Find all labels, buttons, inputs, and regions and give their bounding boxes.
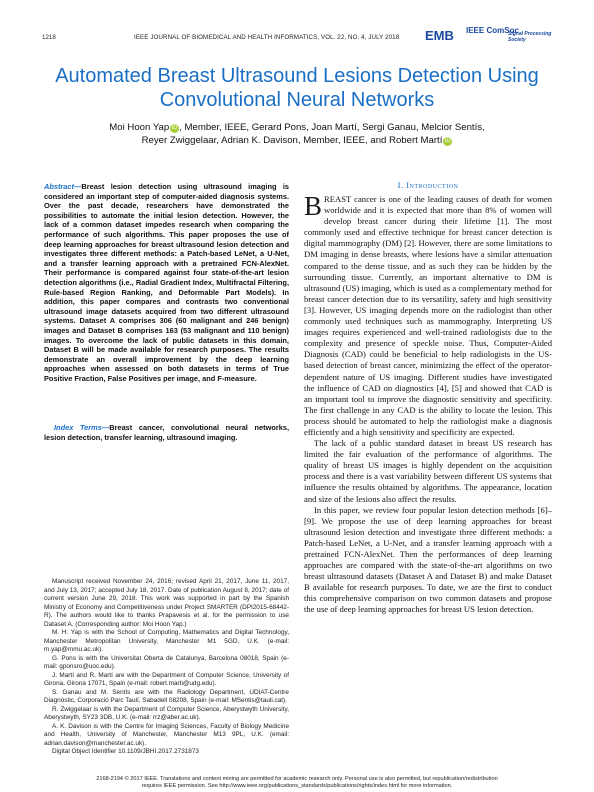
journal-title: IEEE JOURNAL OF BIOMEDICAL AND HEALTH INFORMATICS, VOL. 22, NO. 4, JULY 2018 <box>134 34 400 41</box>
intro-paragraph-1-text: REAST cancer is one of the leading causes of death for women worldwide and it is expected that more than 8% of women will develop breast cancer during their lifetime [1]. The most commonly used and effective technique for breast cancer detection is digital mammography (DM) [2]. However, there are some limitations to DM imaging in dense breasts, where lesions have a similar attenuation compared to the dense tissue, and as such they can be hidden by the surrounding tissue. Currently, an important alternative to DM is ultrasound (US) imaging, which is used as a complementary method for breast cancer detection due to its versatility, safety and high sensitivity [3]. However, US imaging depends more on the radiologist than other commonly used techniques such as mammography. Interpreting US images requires experienced and well-trained radiologists due to the complexity and presence of speckle noise. Thus, Computer-Aided Diagnosis (CAD) could be beneficial to help radiologists in the US-based detection of breast cancer, minimizing the effect of the operator-dependent nature of US imaging. Different studies have investigated the influence of CAD on diagnostics [4], [5] and showed that CAD is an important tool to improve the diagnostic sensitivity and specificity. The first challenge in any CAD is the ability to locate the lesion. This process should be automated to help the radiologist make a diagnosis efficiently and a high sensitivity and specificity are expected. <box>304 194 552 437</box>
author-list <box>40 121 554 147</box>
footer-line-2: requires IEEE permission. See http://www.ieee.org/publications_standards/publications/rights/index.html for more information. <box>141 783 453 789</box>
author-first: Moi Hoon Yap <box>109 122 170 133</box>
footnote-doi: Digital Object Identifier 10.1109/JBHI.2017.2731873 <box>52 748 199 755</box>
footnote-yap: M. H. Yap is with the School of Computing, Mathematics and Digital Technology, Manchester Metropolitan University, Manchester M1 5GD, U.K. (e-mail: m.yap@mmu.ac.uk). <box>44 629 289 653</box>
footnote-ganau: S. Ganau and M. Sentís are with the Radiology Department, UDIAT-Centre Diagnòstic, Corporació Parc Taulí, Sabadell 08208, Spain (e-mail: MSentis@tauli.cat). <box>44 688 289 704</box>
index-terms-text: Breast cancer, convolutional neural networks, lesion detection, transfer learning, ultrasound imaging. <box>44 423 290 442</box>
intro-body <box>304 191 552 616</box>
abstract-text: Breast lesion detection using ultrasound imaging is considered an important step of computer-aided diagnosis systems. Over the past decade, researchers have demonstrated the possibilities to automate the initial lesion detection. However, the lack of a common dataset impedes research when comparing the performance of such algorithms. This paper proposes the use of deep learning approaches for breast ultrasound lesion detection and investigates three different methods: a Patch-based LeNet, a U-Net, and a transfer learning approach with a pretrained FCN-AlexNet. Their performance is compared against four state-of-the-art lesion detection algorithms (i.e., Radial Gradient Index, Multifractal Filtering, Rule-based Region Ranking, and Deformable Part Models). In addition, this paper compares and contrasts two conventional ultrasound image datasets acquired from two different ultrasound systems. Dataset A comprises 306 (60 malignant and 246 benign) images and Dataset B comprises 163 (53 malignant and 110 benign) images. To overcome the lack of public datasets in this domain, Dataset B will be made available for research purposes. The results demonstrate an overall improvement by the deep learning approaches when assessed on both datasets in terms of True Positive Fraction, False Positives per image, and F-measure. <box>44 182 289 383</box>
signal-processing-society-logo: Signal Processing Society <box>508 31 552 43</box>
section-numeral: I. <box>397 180 404 190</box>
intro-paragraph-3: In this paper, we review four popular lesion detection methods [6]–[9]. We propose the use of deep learning approaches for breast ultrasound lesion detection and investigate three different methods: a Patch-based LeNet, a U-Net, and a transfer learning approach with a pretrained FCN-AlexNet. Then the performances of deep learning approaches are compared with the state-of-the-art algorithms on two breast ultrasound datasets (Dataset A and Dataset B) and make Dataset B available for research purposes. To date, we are the first to conduct this comprehensive comparison on two common datasets and propose the use of deep learning approaches for breast US lesion detection. <box>304 504 552 615</box>
footnote-pons: G. Pons is with the Universitat Oberta de Catalunya, Barcelona 08018, Spain (e-mail: gponsro@uoc.edu). <box>44 654 289 670</box>
paper-title: Automated Breast Ultrasound Lesions Detection Using Convolutional Neural Networks <box>55 65 539 111</box>
footnote-marti: J. Martí and R. Martí are with the Department of Computer Science, University of Girona, Girona 17071, Spain (e-mail: robert.marti@udg.edu). <box>44 671 289 687</box>
intro-paragraph-2: The lack of a public standard dataset in breast US research has limited the fair evaluation of the performance of algorithms. The quality of breast US images is highly dependent on the acquisition process and there is a vast variability between different US systems that influence the results obtained by algorithms. The appearance, location and size of the lesions also affect the results. <box>304 438 552 504</box>
index-terms <box>44 423 289 442</box>
emb-logo: EMB <box>425 28 454 43</box>
copyright-footer <box>60 776 534 790</box>
footnote-zwiggelaar: R. Zwiggelaar is with the Department of Computer Science, Aberystwyth University, Aberystwyth, SY23 3DB, U.K. (e-mail: rrz@aber.ac.uk). <box>44 705 289 721</box>
author-line-2: Reyer Zwiggelaar, Adrian K. Davison, Member, IEEE, and Robert Martí <box>141 135 443 146</box>
abstract-lead: Abstract— <box>44 182 82 191</box>
author-rest: , Member, IEEE, Gerard Pons, Joan Martí, Sergi Ganau, Melcior Sentís, <box>179 122 485 133</box>
footer-line-1: 2168-2194 © 2017 IEEE. Translations and content mining are permitted for academic research only. Personal use is also permitted, but republication/redistribution <box>96 776 498 782</box>
page-number: 1218 <box>42 34 56 41</box>
section-title: Introduction <box>406 180 459 190</box>
orcid-icon[interactable]: iD <box>445 138 451 144</box>
running-header <box>42 26 552 48</box>
ieee-comsoc-logo: IEEE ComSoc <box>466 26 519 35</box>
footnote-davison: A. K. Davison is with the Centre for Imaging Sciences, Faculty of Biology Medicine and Health, University of Manchester, Manchester M13 9PL, U.K. (email: adrian.davison@manchester.ac.uk). <box>44 722 289 747</box>
index-terms-lead: Index Terms— <box>54 423 110 432</box>
section-heading <box>304 180 552 190</box>
footnotes <box>44 578 289 757</box>
abstract <box>44 182 289 383</box>
orcid-icon[interactable]: iD <box>171 125 178 131</box>
intro-paragraph-1 <box>304 191 552 438</box>
footnote-manuscript: Manuscript received November 24, 2016; revised April 21, 2017, June 11, 2017, and July 13, 2017; accepted July 18, 2017. Date of publication August 8, 2017; date of current version June 29, 2018. This work was supported in part by the Spanish Ministry of Economy and Competitiveness under Project SMARTER (DPI2015-68442-R). The authors would like to thanks Prapavesis et al. for the permission to use Dataset A. (Corresponding author: Moi Hoon Yap.) <box>44 578 289 628</box>
drop-cap: B <box>304 191 323 221</box>
